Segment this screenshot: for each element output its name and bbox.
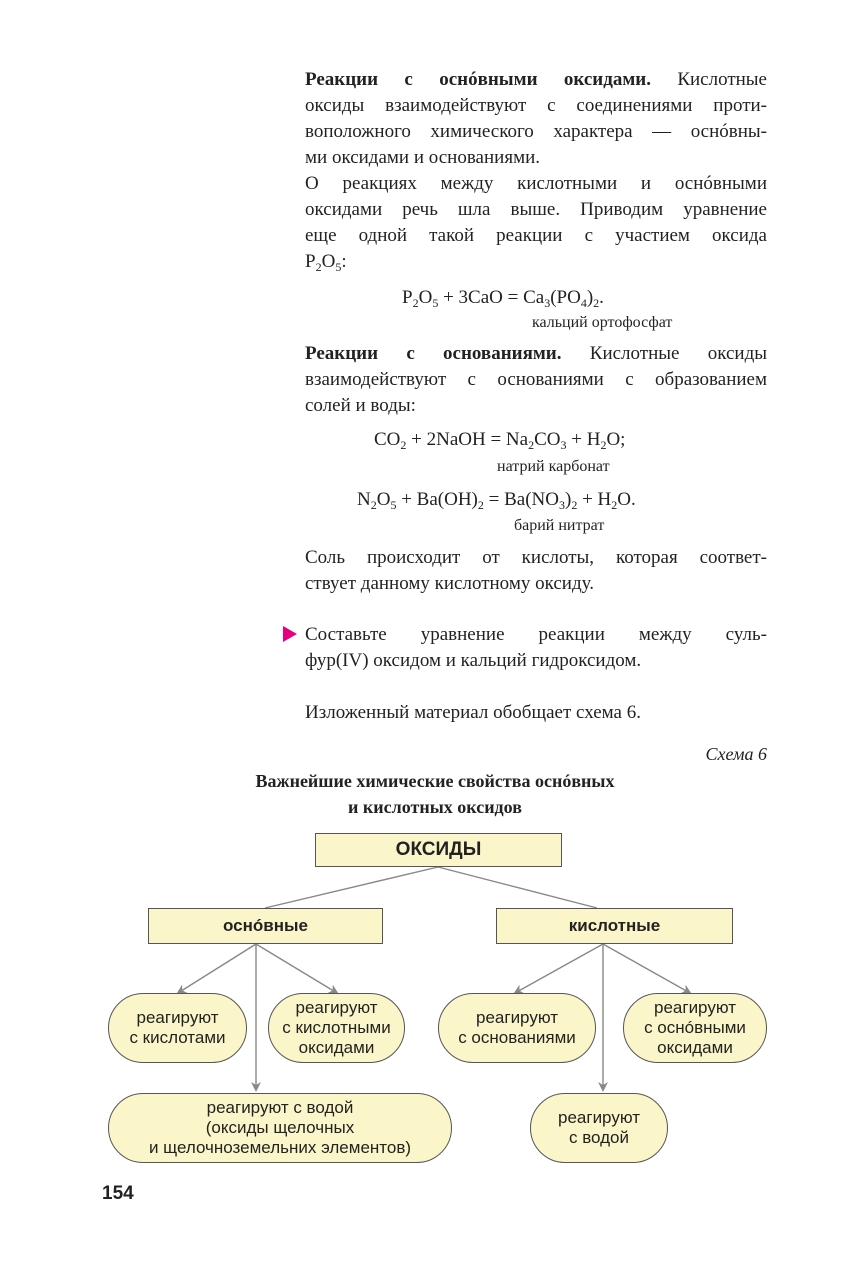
equation-1-label: кальций ортофосфат <box>532 314 673 331</box>
formula-subscript: 2 <box>611 498 618 512</box>
formula-text: CO <box>534 429 561 450</box>
para5: Изложенный материал обобщает схема 6. <box>305 702 641 723</box>
para1-line3: воположного химического характера — оснóвны- <box>305 121 767 142</box>
formula-text: O. <box>617 489 636 510</box>
formula-subscript: 2 <box>477 498 484 512</box>
formula-text: O <box>418 287 433 308</box>
formula-subscript: 2 <box>370 498 377 512</box>
para3-line2: взаимодействуют с основаниями с образованием <box>305 369 767 390</box>
equation-3-label: барий нитрат <box>514 517 605 534</box>
acidic-prop-bases: реагируют с основаниями <box>438 993 596 1063</box>
basic-prop-acid-oxides: реагируют с кислотными оксидами <box>268 993 405 1063</box>
formula-text: + 2NaOH = Na <box>406 429 529 450</box>
formula-subscript: 2 <box>400 438 407 452</box>
para1-line4: ми оксидами и основаниями. <box>305 147 541 168</box>
formula-text: O <box>321 251 336 272</box>
scheme-title-line2: и кислотных оксидов <box>348 797 522 817</box>
formula-text: O; <box>606 429 626 450</box>
formula-text: O <box>376 489 391 510</box>
formula-subscript: 2 <box>412 296 419 310</box>
page-number: 154 <box>102 1183 134 1204</box>
basic-prop-water: реагируют с водой (оксиды щелочных и щелочноземельних элементов) <box>108 1093 452 1163</box>
arrow-acidic-bases <box>515 944 603 993</box>
formula-subscript: 5 <box>390 498 397 512</box>
formula-subscript: 3 <box>544 296 551 310</box>
equation-2-label: натрий карбонат <box>497 458 610 475</box>
formula-text: (PO <box>550 287 581 308</box>
para3-line3: солей и воды: <box>305 395 416 416</box>
formula-subscript: 2 <box>315 260 322 274</box>
para3-text: Кислотные оксиды <box>561 343 767 364</box>
para1-heading: Реакции с оснóвными оксидами. <box>305 69 651 90</box>
formula-text: P <box>305 251 316 272</box>
formula-text: + 3CaO = Ca <box>438 287 545 308</box>
formula-text: N <box>357 489 371 510</box>
formula-text: + H <box>566 429 601 450</box>
task-line2: фур(IV) оксидом и кальций гидроксидом. <box>305 650 642 671</box>
para3-heading: Реакции с основаниями. <box>305 343 562 364</box>
formula-subscript: 2 <box>571 498 578 512</box>
scheme-root-oxides: ОКСИДЫ <box>315 833 562 867</box>
formula-subscript: 3 <box>558 498 565 512</box>
formula-subscript: 2 <box>528 438 535 452</box>
para1-line2: оксиды взаимодействуют с соединениями проти- <box>305 95 767 116</box>
formula-text: . <box>599 287 604 308</box>
formula-subscript: 2 <box>593 296 600 310</box>
para2-line2: оксидами речь шла выше. Приводим уравнение <box>305 199 767 220</box>
formula-text: + H <box>577 489 612 510</box>
arrow-basic-acids <box>178 944 256 993</box>
acidic-prop-basic-oxides: реагируют с оснóвными оксидами <box>623 993 767 1063</box>
formula-subscript: 5 <box>335 260 342 274</box>
para4-line1: Соль происходит от кислоты, которая соответ- <box>305 547 767 568</box>
scheme-title-line1: Важнейшие химические свойства оснóвных <box>255 771 615 791</box>
para1-text: Кислотные <box>650 69 767 90</box>
formula-text: CO <box>374 429 401 450</box>
formula-subscript: 3 <box>560 438 567 452</box>
arrow-basic-acidoxides <box>256 944 337 993</box>
basic-prop-acids: реагируют с кислотами <box>108 993 247 1063</box>
scheme-basic-oxides: оснóвные <box>148 908 383 944</box>
formula-subscript: 5 <box>432 296 439 310</box>
para2-line3: еще одной такой реакции с участием оксида <box>305 225 767 246</box>
scheme-acidic-oxides: кислотные <box>496 908 733 944</box>
formula-text: P <box>402 287 413 308</box>
formula-text: = Ba(NO <box>483 489 559 510</box>
para4-line2: ствует данному кислотному оксиду. <box>305 573 594 594</box>
task-line1: Составьте уравнение реакции между суль- <box>305 624 767 645</box>
para2-line1: О реакциях между кислотными и оснóвными <box>305 173 767 194</box>
scheme-number: Схема 6 <box>705 744 767 764</box>
acidic-prop-water: реагируют с водой <box>530 1093 668 1163</box>
formula-text: ) <box>564 489 572 510</box>
connector-root-basic <box>265 867 438 908</box>
formula-text: ) <box>586 287 594 308</box>
formula-subscript: 2 <box>600 438 607 452</box>
formula-text: + Ba(OH) <box>396 489 478 510</box>
formula-subscript: 4 <box>580 296 587 310</box>
formula-text: : <box>341 251 347 272</box>
connector-root-acidic <box>438 867 597 908</box>
arrow-acidic-basicoxides <box>603 944 690 993</box>
